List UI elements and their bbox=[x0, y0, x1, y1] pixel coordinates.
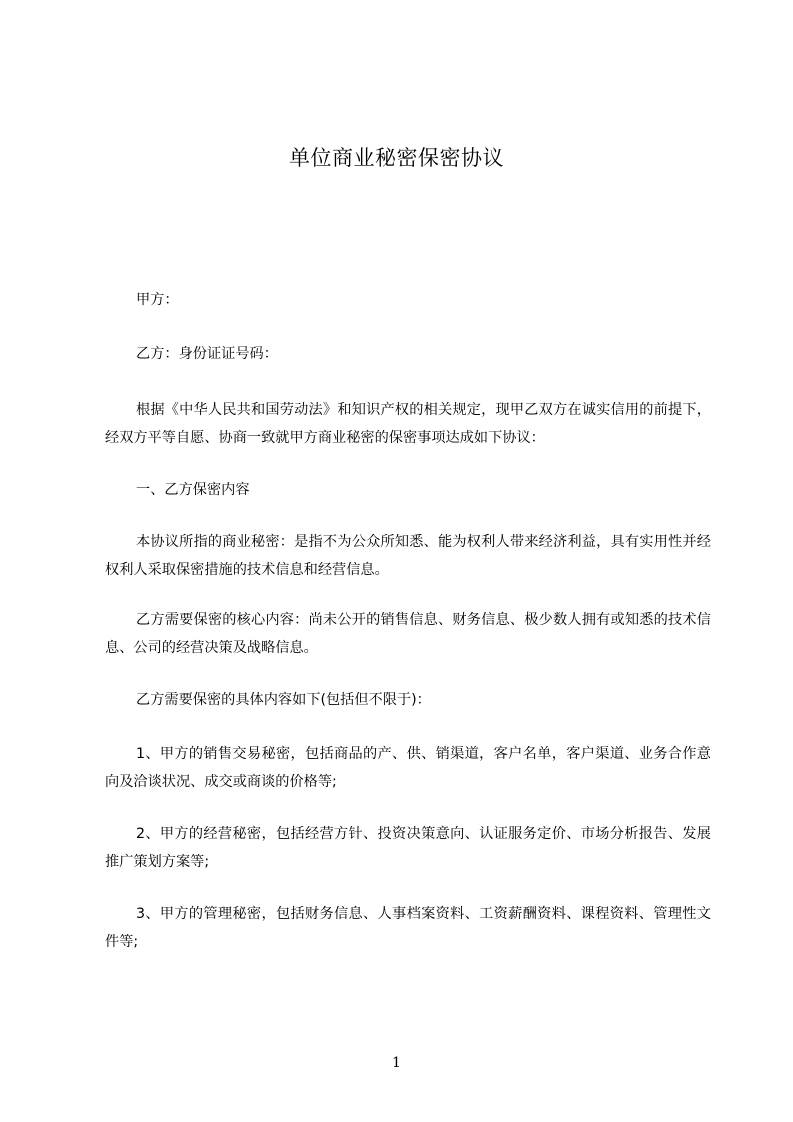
specific-intro-paragraph: 乙方需要保密的具体内容如下(包括但不限于)： bbox=[136, 692, 431, 708]
definition-paragraph: 本协议所指的商业秘密：是指不为公众所知悉、能为权利人带来经济利益，具有实用性并经权利人采取保密措施的技术信息和经营信息。 bbox=[105, 534, 711, 578]
party-a-line: 甲方： bbox=[136, 292, 179, 308]
document-title: 单位商业秘密保密协议 bbox=[289, 146, 504, 170]
list-item-2: 2、甲方的经营秘密，包括经营方针、投资决策意向、认证服务定价、市场分析报告、发展推广策划方案等; bbox=[105, 826, 711, 870]
core-content-paragraph: 乙方需要保密的核心内容：尚未公开的销售信息、财务信息、极少数人拥有或知悉的技术信息、公司的经营决策及战略信息。 bbox=[105, 612, 711, 656]
preamble-paragraph: 根据《中华人民共和国劳动法》和知识产权的相关规定，现甲乙双方在诚实信用的前提下，经双方平等自愿、协商一致就甲方商业秘密的保密事项达成如下协议： bbox=[105, 402, 711, 446]
section-1-heading: 一、乙方保密内容 bbox=[136, 482, 250, 498]
party-b-line: 乙方：身份证证号码： bbox=[136, 346, 278, 362]
list-item-1: 1、甲方的销售交易秘密，包括商品的产、供、销渠道，客户名单，客户渠道、业务合作意向及洽谈状况、成交或商谈的价格等; bbox=[105, 746, 711, 790]
page-number: 1 bbox=[392, 1055, 401, 1071]
list-item-3: 3、甲方的管理秘密，包括财务信息、人事档案资料、工资薪酬资料、课程资料、管理性文件等; bbox=[105, 906, 711, 950]
